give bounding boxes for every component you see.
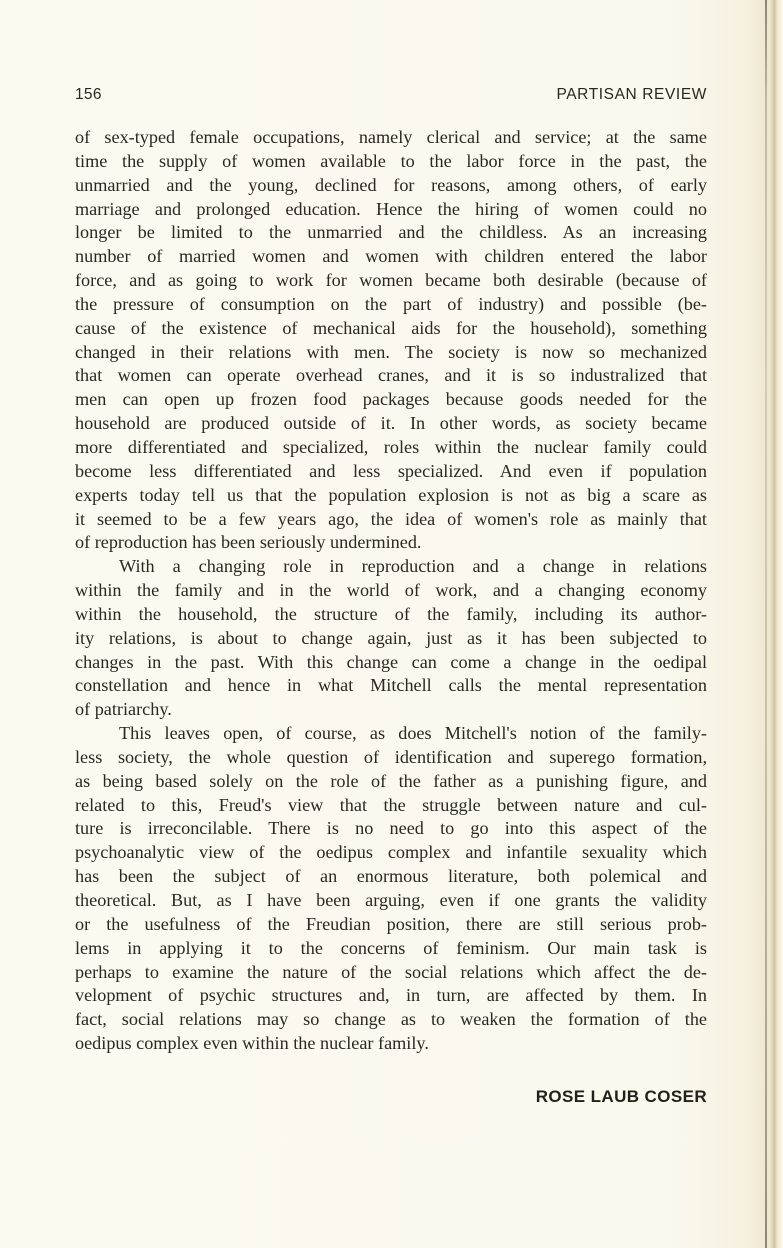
text-line: changed in their relations with men. The society is now so mechanized	[75, 341, 707, 362]
text-line: perhaps to examine the nature of the social relations which affect the de-	[75, 961, 707, 982]
text-line: that women can operate overhead cranes, and it is so industralized that	[75, 365, 707, 386]
text-line: oedipus complex even within the nuclear family.	[75, 1033, 429, 1054]
text-line: within the family and in the world of work, and a changing economy	[75, 580, 707, 601]
text-line: psychoanalytic view of the oedipus complex and infantile sexuality which	[75, 842, 707, 863]
article-body	[75, 126, 707, 1056]
text-line: household are produced outside of it. In other words, as society became	[75, 413, 707, 434]
text-line: unmarried and the young, declined for reasons, among others, of early	[75, 174, 707, 195]
text-line: men can open up frozen food packages because goods needed for the	[75, 389, 707, 410]
text-line: more differentiated and specialized, roles within the nuclear family could	[75, 436, 707, 457]
text-line: the pressure of consumption on the part of industry) and possible (be-	[75, 293, 707, 314]
text-line: experts today tell us that the population explosion is not as big a scare as	[75, 484, 707, 505]
text-line: ture is irreconcilable. There is no need to go into this aspect of the	[75, 818, 707, 839]
text-line: it seemed to be a few years ago, the idea of women's role as mainly that	[75, 508, 707, 529]
text-line: as being based solely on the role of the father as a punishing figure, and	[75, 770, 707, 791]
page-binding-edge	[769, 0, 783, 1248]
paragraph-3	[75, 722, 707, 1056]
author-signature: ROSE LAUB COSER	[535, 1087, 707, 1106]
text-line: changes in the past. With this change can come a change in the oedipal	[75, 651, 707, 672]
text-line: number of married women and women with children entered the labor	[75, 246, 707, 267]
text-line: force, and as going to work for women became both desirable (because of	[75, 270, 707, 291]
text-line: ity relations, is about to change again, just as it has been subjected to	[75, 627, 707, 648]
text-line: theoretical. But, as I have been arguing, even if one grants the validity	[75, 890, 707, 910]
paragraph-1	[75, 126, 707, 555]
text-line: become less differentiated and less specialized. And even if population	[75, 460, 707, 481]
text-line: or the usefulness of the Freudian position, there are still serious prob-	[75, 913, 707, 934]
text-line: marriage and prolonged education. Hence the hiring of women could no	[75, 198, 707, 219]
text-line: fact, social relations may so change as to weaken the formation of the	[75, 1009, 707, 1030]
text-line: of reproduction has been seriously undermined.	[75, 532, 422, 553]
text-line: less society, the whole question of identification and superego formation,	[75, 746, 707, 767]
page-number: 156	[75, 86, 102, 103]
text-line: longer be limited to the unmarried and the childless. As an increasing	[75, 222, 707, 243]
text-line: time the supply of women available to the labor force in the past, the	[75, 150, 707, 171]
text-line: of patriarchy.	[75, 699, 172, 720]
journal-title: PARTISAN REVIEW	[556, 86, 707, 103]
page-gutter-shadow	[765, 0, 767, 1248]
text-line: With a changing role in reproduction and a change in relations	[119, 556, 707, 577]
text-line: constellation and hence in what Mitchell calls the mental representation	[75, 675, 707, 696]
text-line: This leaves open, of course, as does Mitchell's notion of the family-	[119, 723, 707, 744]
text-line: cause of the existence of mechanical aids for the household), something	[75, 317, 707, 338]
text-line: lems in applying it to the concerns of feminism. Our main task is	[75, 937, 707, 958]
text-line: has been the subject of an enormous literature, both polemical and	[75, 866, 707, 887]
running-head	[75, 86, 707, 106]
text-line: related to this, Freud's view that the struggle between nature and cul-	[75, 794, 707, 815]
text-line: of sex-typed female occupations, namely clerical and service; at the same	[75, 127, 707, 147]
text-line: velopment of psychic structures and, in turn, are affected by them. In	[75, 985, 707, 1006]
text-line: within the household, the structure of the family, including its author-	[75, 603, 707, 624]
paragraph-2	[75, 555, 707, 722]
